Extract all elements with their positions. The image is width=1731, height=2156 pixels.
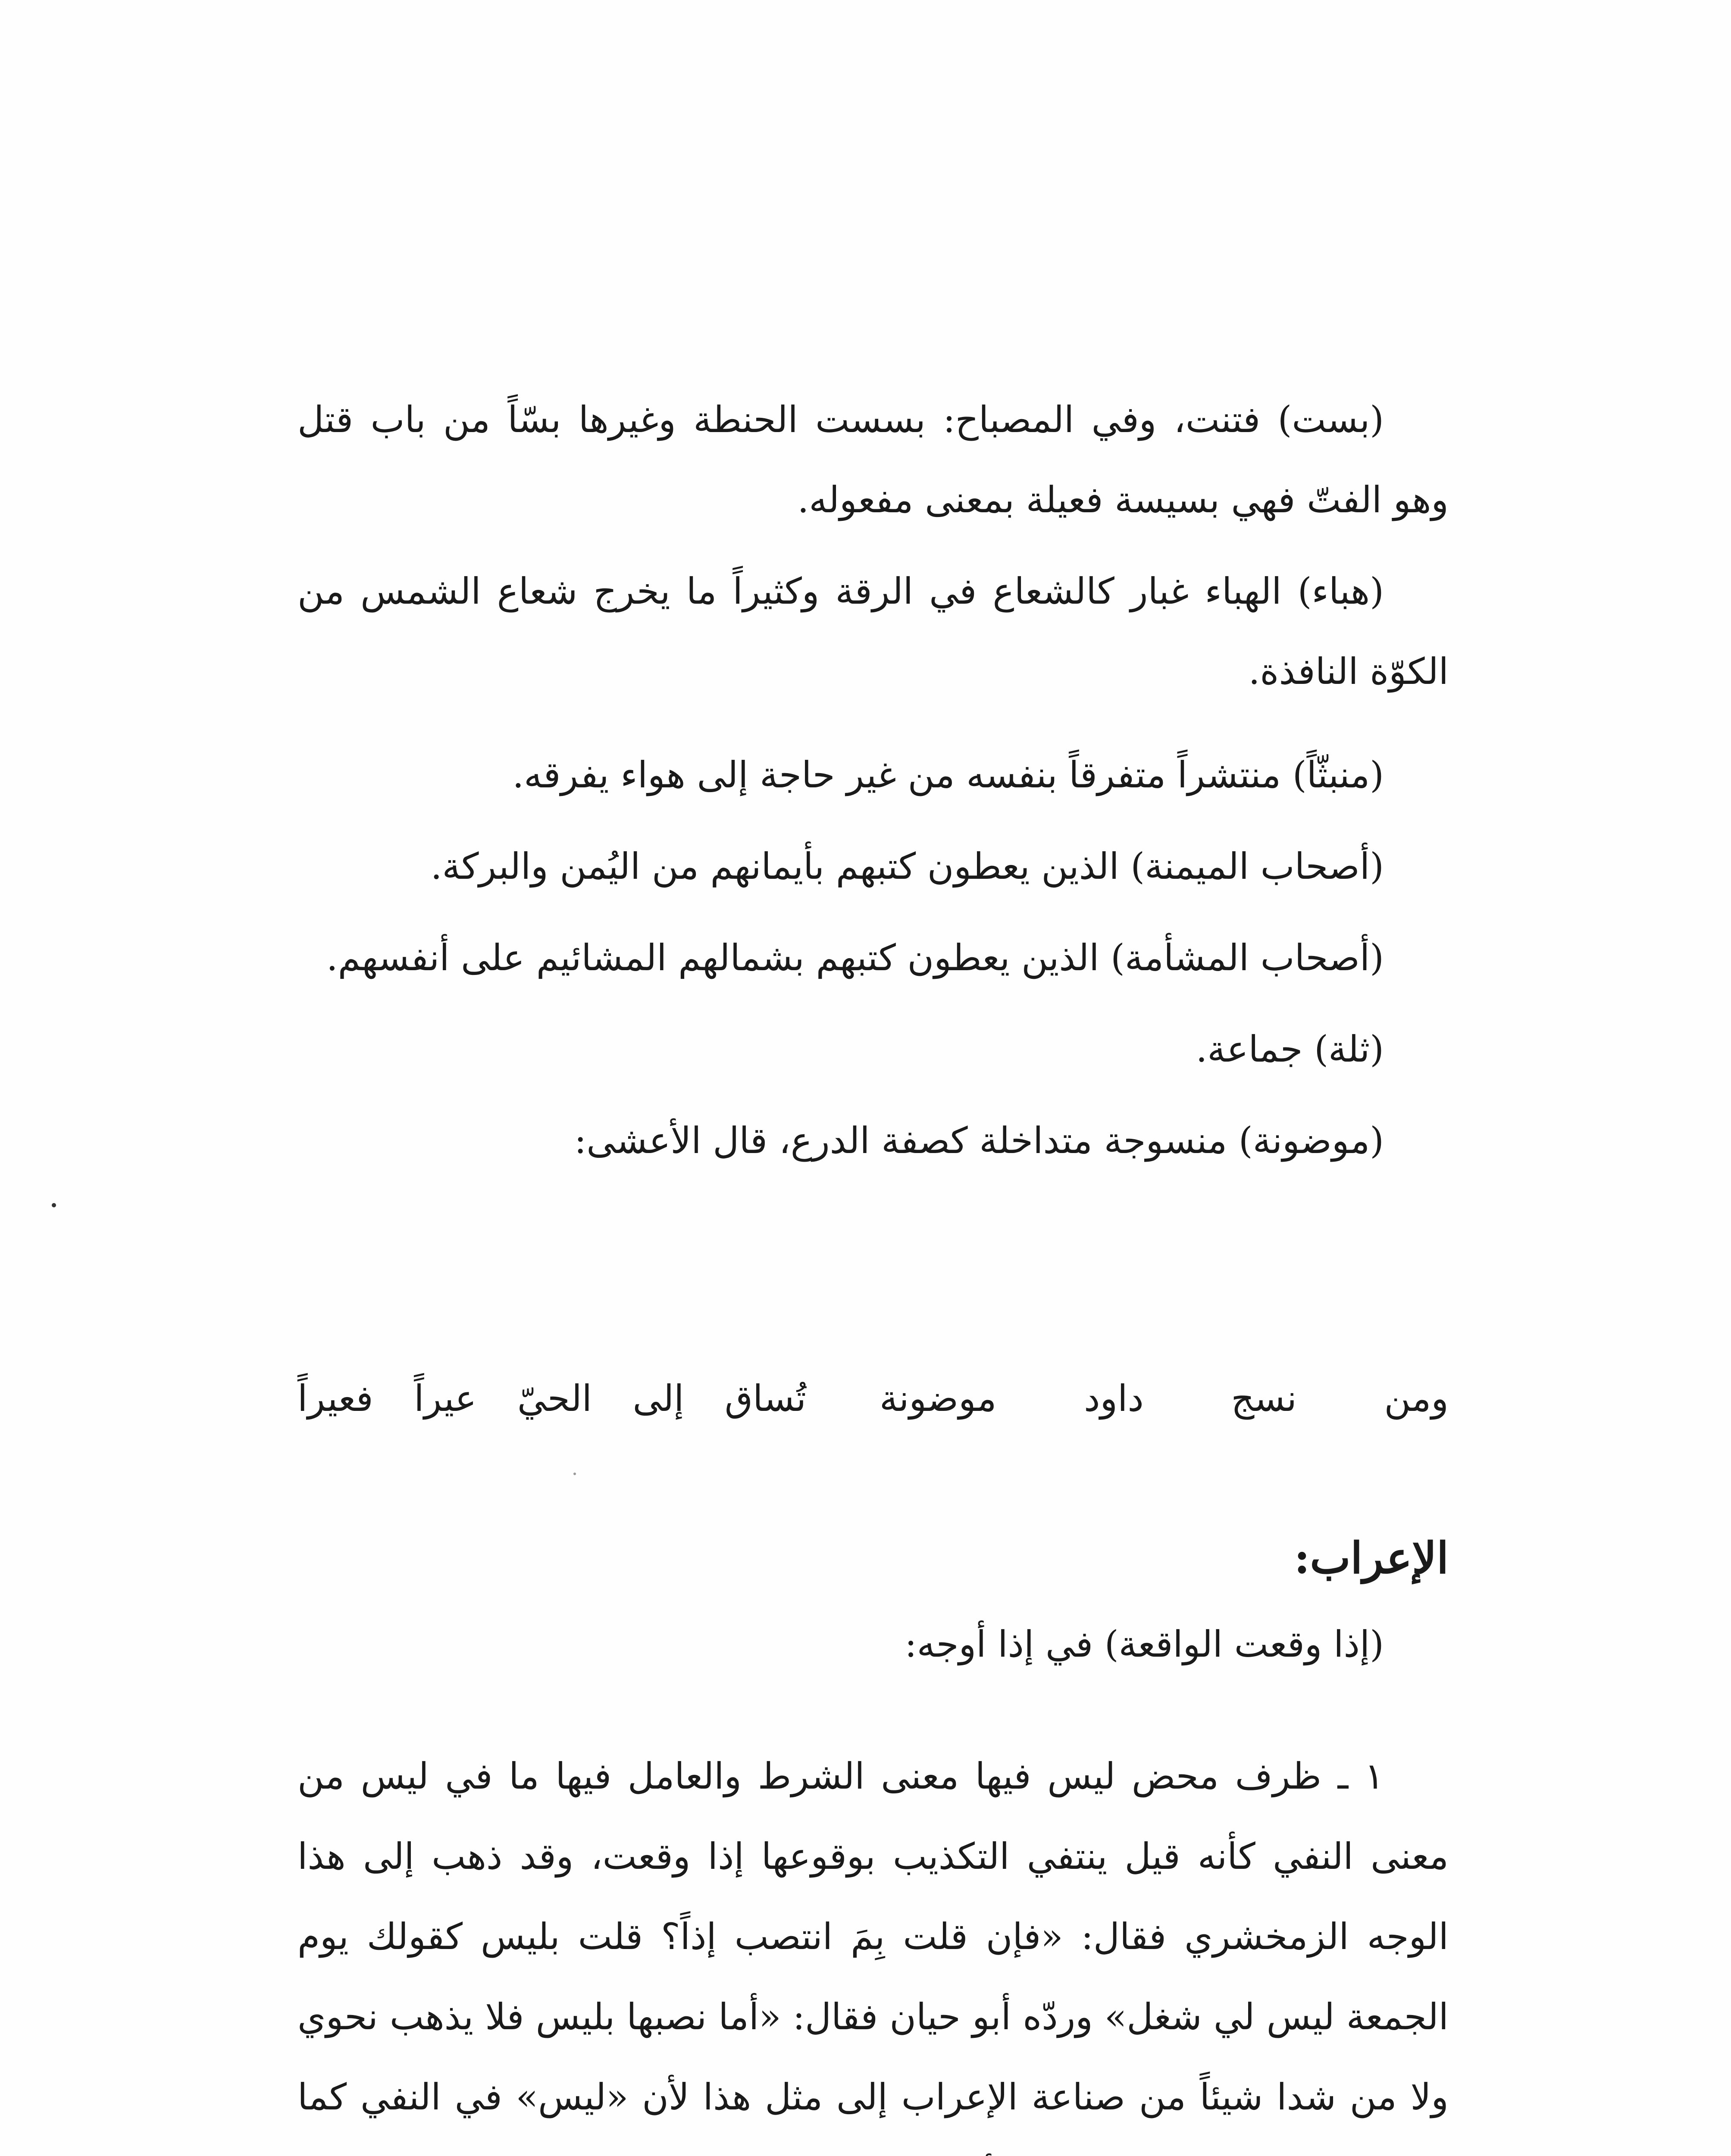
glossary-entry-mashama: (أصحاب المشأمة) الذين يعطون كتبهم بشمالهم المشائيم على أنفسهم. [326,937,1384,979]
glossary-entry-thulla: (ثلة) جماعة. [1196,1028,1384,1070]
scan-speck [52,1203,56,1207]
glossary-entry-munbath: (منبثّاً) منتشراً متفرقاً بنفسه من غير حاجة إلى هواء يفرقه. [512,754,1384,796]
section-heading: الإعراب: [1294,1532,1449,1583]
glossary-entry-haba: (هباء) الهباء غبار كالشعاع في الرقة وكثيراً ما يخرج شعاع الشمس من الكوّة النافذة. [297,570,1449,693]
glossary-entry-maymana: (أصحاب الميمنة) الذين يعطون كتبهم بأيمانهم من اليُمن والبركة. [430,845,1384,887]
analysis-intro: (إذا وقعت الواقعة) في إذا أوجه: [905,1623,1384,1665]
glossary-entry-bast: (بست) فتنت، وفي المصباح: بسست الحنطة وغيرها بسّاً من باب قتل وهو الفتّ فهي بسيسة فعيلة بمعنى مفعوله. [297,398,1449,521]
glossary-block [297,379,1449,1181]
scan-speck [573,1473,576,1475]
verse-second-hemistich: تُساق إلى الحيّ عيراً فعيراً [297,1377,806,1420]
analysis-item-1: ١ ـ ظرف محض ليس فيها معنى الشرط والعامل فيها ما في ليس من معنى النفي كأنه قيل ينتفي التكذيب بوقوعها إذا وقعت، وقد ذهب إلى هذا الوجه الزمخشري فقال: «فإن قلت بِمَ انتصب إذاً؟ قلت بليس كقولك يوم الجمعة ليس لي شغل» وردّه أبو حيان فقال: «أما نصبها بليس فلا يذهب نحوي ولا من شدا شيئاً من صناعة الإعراب إلى مثل هذا لأن «ليس» في النفي كما [297,1755,1449,2118]
glossary-entry-mawdouna: (موضونة) منسوجة متداخلة كصفة الدرع، قال الأعشى: [574,1119,1384,1162]
poetry-verse [297,1358,1449,1438]
verse-first-hemistich: ومن نسج داود موضونة [880,1377,1449,1420]
analysis-block [297,1604,1449,2156]
